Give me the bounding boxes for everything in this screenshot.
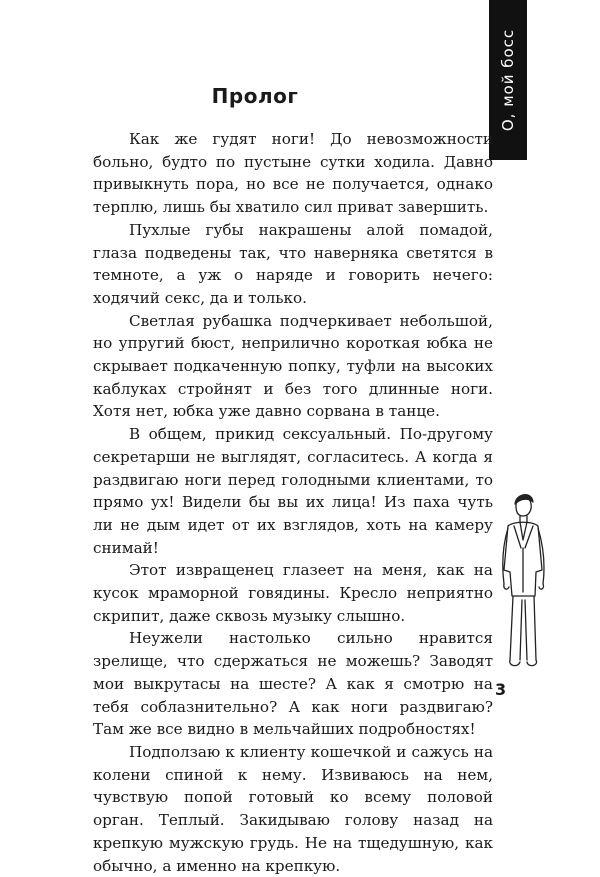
running-header-tab — [489, 0, 527, 160]
paragraph: Неужели настолько сильно нравится зрелище, что сдержаться не можешь? Заводят мои выкрутасы на шесте? А как я смотрю на тебя соблазнительно? А как ноги раздвигаю? Там же все видно в мельчайших подробностях! — [93, 629, 493, 739]
paragraph: В общем, прикид сексуальный. По-другому секретарши не выглядят, согласитесь. А когда я раздвигаю ноги перед голодными клиентами, то прямо ух! Видели бы вы их лица! Из паха чуть ли не дым идет от их взглядов, хоть на камеру снимай! — [93, 425, 493, 557]
paragraph: Этот извращенец глазеет на меня, как на кусок мраморной говядины. Кресло неприятно скрипит, даже сквозь музыку слышно. — [93, 561, 493, 625]
paragraph: Светлая рубашка подчеркивает небольшой, но упругий бюст, неприлично короткая юбка не скрывает подкаченную попку, туфли на высоких каблуках стройнят и без того длинные ноги. Хотя нет, юбка уже давно сорвана в танце. — [93, 311, 493, 421]
body-text — [93, 128, 493, 877]
chapter-title: Пролог — [211, 84, 299, 108]
page-number: 3 — [495, 680, 507, 699]
book-title: О, мой босс — [499, 28, 517, 132]
paragraph: Как же гудят ноги! До невозможности больно, будто по пустыне сутки ходила. Давно привыкнуть пора, но все не получается, однако терплю, лишь бы хватило сил приват завершить. — [93, 130, 493, 217]
man-figure-illustration — [488, 488, 556, 678]
paragraph: Подползаю к клиенту кошечкой и сажусь на колени спиной к нему. Извиваюсь на нем, чувствую попой готовый ко всему половой орган. Теплый. Закидываю голову назад на крепкую мужскую грудь. Не на тщедушную, как обычно, а именно на крепкую. — [93, 742, 493, 875]
paragraph: Пухлые губы накрашены алой помадой, глаза подведены так, что наверняка светятся в темноте, а уж о наряде и говорить нечего: ходячий секс, да и только. — [93, 220, 493, 307]
